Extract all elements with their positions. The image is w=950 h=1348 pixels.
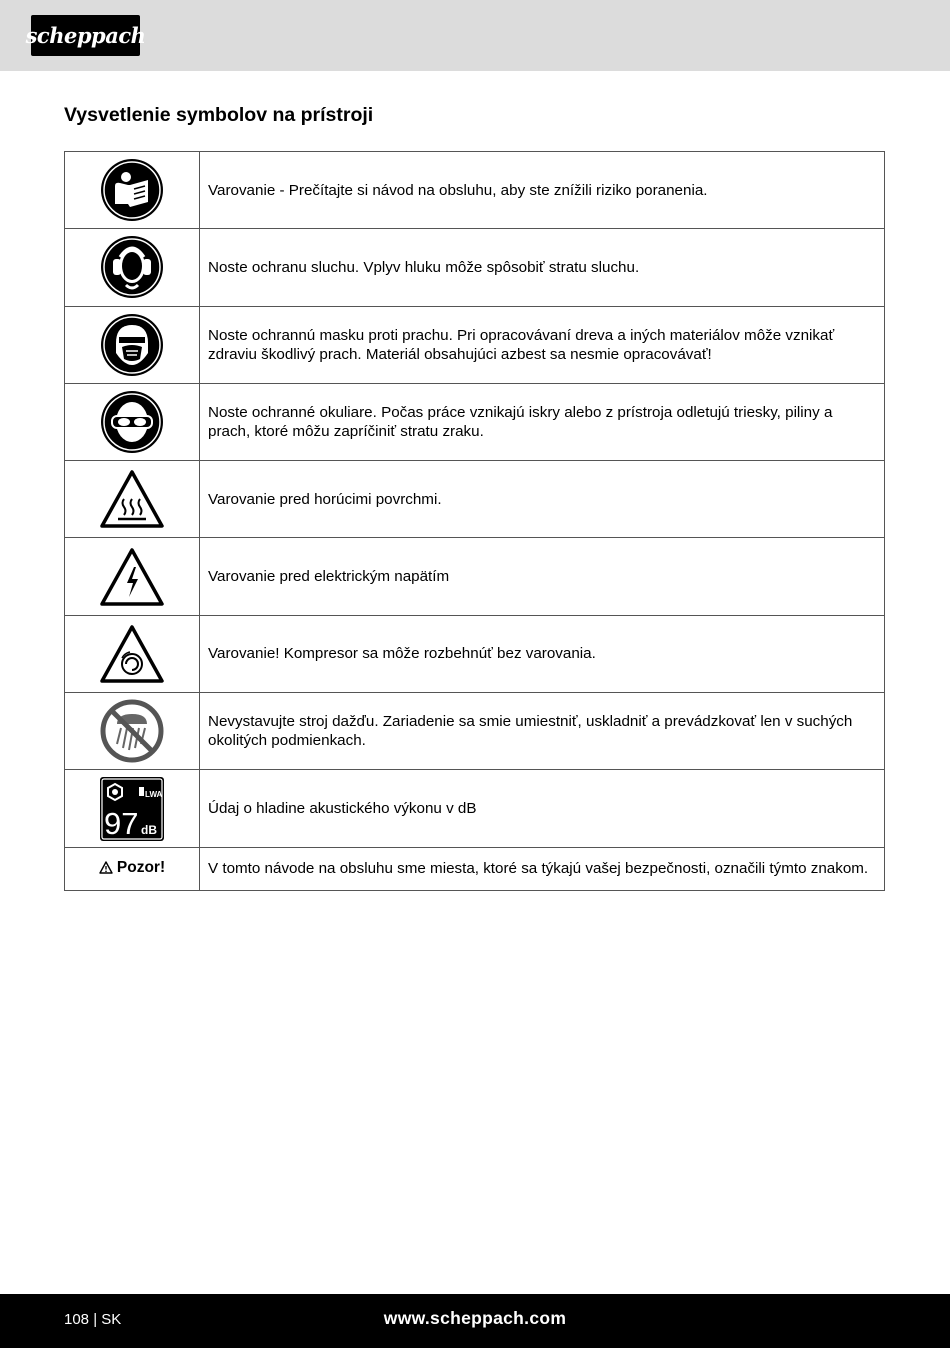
pozor-description: V tomto návode na obsluhu sme miesta, ktoré sa týkajú vašej bezpečnosti, označili týmto znakom.: [200, 847, 885, 890]
sound-power-level-icon: [99, 776, 165, 842]
table-row: [65, 383, 885, 460]
hot-surface-warning-icon: [100, 469, 164, 529]
pozor-label: [99, 858, 165, 877]
symbol-description: Varovanie pred horúcimi povrchmi.: [200, 461, 885, 538]
language-code: SK: [101, 1311, 122, 1328]
page-title: Vysvetlenie symbolov na prístroji: [64, 104, 374, 126]
symbol-description: Nevystavujte stroj dažďu. Zariadenie sa smie umiestniť, uskladniť a prevádzkovať len v suchých okolitých podmienkach.: [200, 693, 885, 770]
pozor-text: Pozor!: [116, 859, 166, 877]
symbol-description: Noste ochranné okuliare. Počas práce vznikajú iskry alebo z prístroja odletujú triesky, piliny a prach, ktoré môžu zapríčiniť stratu zraku.: [200, 383, 885, 460]
dust-mask-icon: [100, 313, 164, 377]
table-row: [65, 615, 885, 692]
symbol-description: Varovanie - Prečítajte si návod na obsluhu, aby ste znížili riziko poranenia.: [200, 152, 885, 229]
lwa-label: LWA: [145, 789, 163, 799]
table-row: [65, 461, 885, 538]
symbols-table: [64, 151, 885, 891]
page-header: [0, 0, 950, 71]
ear-protection-icon: [100, 235, 164, 299]
table-row: [65, 693, 885, 770]
footer-separator: |: [93, 1311, 98, 1328]
auto-start-warning-icon: [100, 624, 164, 684]
electric-voltage-warning-icon: [100, 547, 164, 607]
safety-goggles-icon: [100, 390, 164, 454]
table-row: [65, 152, 885, 229]
table-row: [65, 770, 885, 847]
warning-triangle-icon: [99, 861, 113, 874]
symbol-description: Údaj o hladine akustického výkonu v dB: [200, 770, 885, 847]
table-row: [65, 538, 885, 615]
page-footer: [0, 1294, 950, 1348]
table-row: [65, 847, 885, 890]
symbol-description: Noste ochrannú masku proti prachu. Pri opracovávaní dreva a iných materiálov môže vznikať zdraviu škodlivý prach. Materiál obsahujúci azbest sa nesmie opracovávať!: [200, 306, 885, 383]
website-link[interactable]: www.scheppach.com: [383, 1308, 567, 1328]
table-row: [65, 229, 885, 306]
table-row: [65, 306, 885, 383]
page-number: 108: [64, 1311, 90, 1328]
read-manual-icon: [100, 158, 164, 222]
scheppach-logo: scheppach: [31, 15, 140, 56]
symbol-description: Noste ochranu sluchu. Vplyv hluku môže spôsobiť stratu sluchu.: [200, 229, 885, 306]
no-rain-icon: [99, 698, 165, 764]
db-unit: dB: [141, 822, 157, 837]
symbol-description: Varovanie! Kompresor sa môže rozbehnúť bez varovania.: [200, 615, 885, 692]
symbol-description: Varovanie pred elektrickým napätím: [200, 538, 885, 615]
db-value: 97: [104, 805, 139, 841]
